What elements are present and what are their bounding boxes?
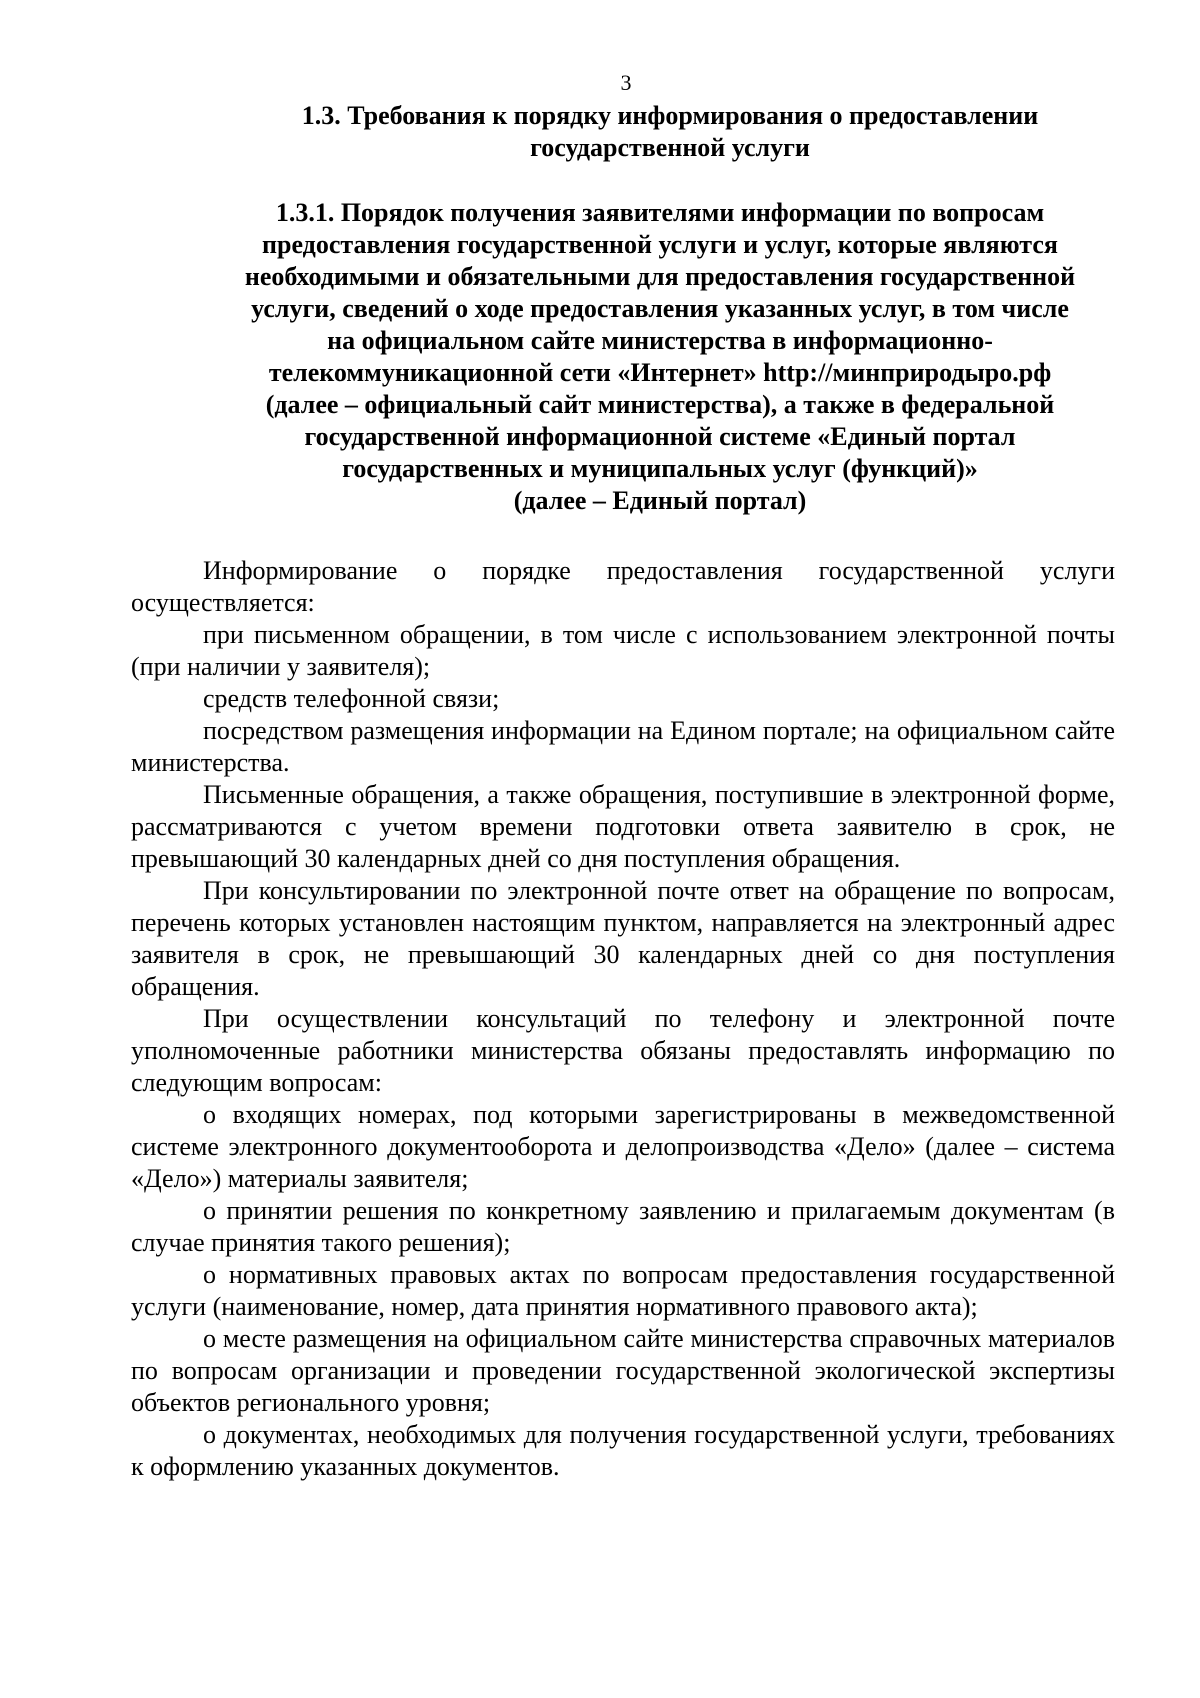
paragraph: При консультировании по электронной почте ответ на обращение по вопросам, перечень которых установлен настоящим пунктом, направляется на электронный адрес заявителя в срок, не превышающий 30 календарных дней со дня поступления обращения. — [131, 876, 1115, 1001]
paragraph: посредством размещения информации на Едином портале; на официальном сайте министерства. — [131, 716, 1115, 777]
subsection-heading-line: государственных и муниципальных услуг (функций)» — [342, 454, 978, 483]
subsection-heading-line: телекоммуникационной сети «Интернет» http://минприродыро.рф — [268, 358, 1052, 387]
section-heading-line: 1.3. Требования к порядку информирования о предоставлении — [301, 101, 1039, 130]
paragraph: о нормативных правовых актах по вопросам предоставления государственной услуги (наименование, номер, дата принятия нормативного правового акта); — [131, 1260, 1115, 1321]
subsection-heading-line: 1.3.1. Порядок получения заявителями информации по вопросам — [275, 198, 1045, 227]
subsection-heading-line: (далее – Единый портал) — [513, 486, 807, 515]
subsection-heading-line: государственной информационной системе «Единый портал — [304, 422, 1016, 451]
paragraph: о документах, необходимых для получения государственной услуги, требованиях к оформлению указанных документов. — [131, 1420, 1115, 1481]
subsection-heading-line: необходимыми и обязательными для предоставления государственной — [244, 262, 1076, 291]
paragraph: Письменные обращения, а также обращения, поступившие в электронной форме, рассматриваются с учетом времени подготовки ответа заявителю в срок, не превышающий 30 календарных дней со дня поступления обращения. — [131, 780, 1115, 873]
subsection-heading-line: на официальном сайте министерства в информационно- — [327, 326, 993, 355]
body-text — [131, 555, 1115, 1483]
subsection-heading-line: предоставления государственной услуги и услуг, которые являются — [262, 230, 1058, 259]
page-number: 3 — [620, 70, 632, 95]
paragraph: о месте размещения на официальном сайте министерства справочных материалов по вопросам организации и проведении государственной экологической экспертизы объектов регионального уровня; — [131, 1324, 1115, 1417]
subsection-heading-line: услуги, сведений о ходе предоставления указанных услуг, в том числе — [251, 294, 1069, 323]
paragraph: При осуществлении консультаций по телефону и электронной почте уполномоченные работники министерства обязаны предоставлять информацию по следующим вопросам: — [131, 1004, 1115, 1097]
paragraph: Информирование о порядке предоставления государственной услуги осуществляется: — [131, 556, 1115, 617]
subsection-heading — [160, 197, 1160, 517]
paragraph: о входящих номерах, под которыми зарегистрированы в межведомственной системе электронного документооборота и делопроизводства «Дело» (далее – система «Дело») материалы заявителя; — [131, 1100, 1115, 1193]
subsection-heading-line: (далее – официальный сайт министерства), а также в федеральной — [265, 390, 1055, 419]
paragraph: средств телефонной связи; — [203, 684, 500, 713]
section-heading — [230, 100, 1110, 164]
paragraph: о принятии решения по конкретному заявлению и прилагаемым документам (в случае принятия такого решения); — [131, 1196, 1115, 1257]
paragraph: при письменном обращении, в том числе с использованием электронной почты (при наличии у заявителя); — [131, 620, 1115, 681]
section-heading-line: государственной услуги — [530, 133, 810, 162]
